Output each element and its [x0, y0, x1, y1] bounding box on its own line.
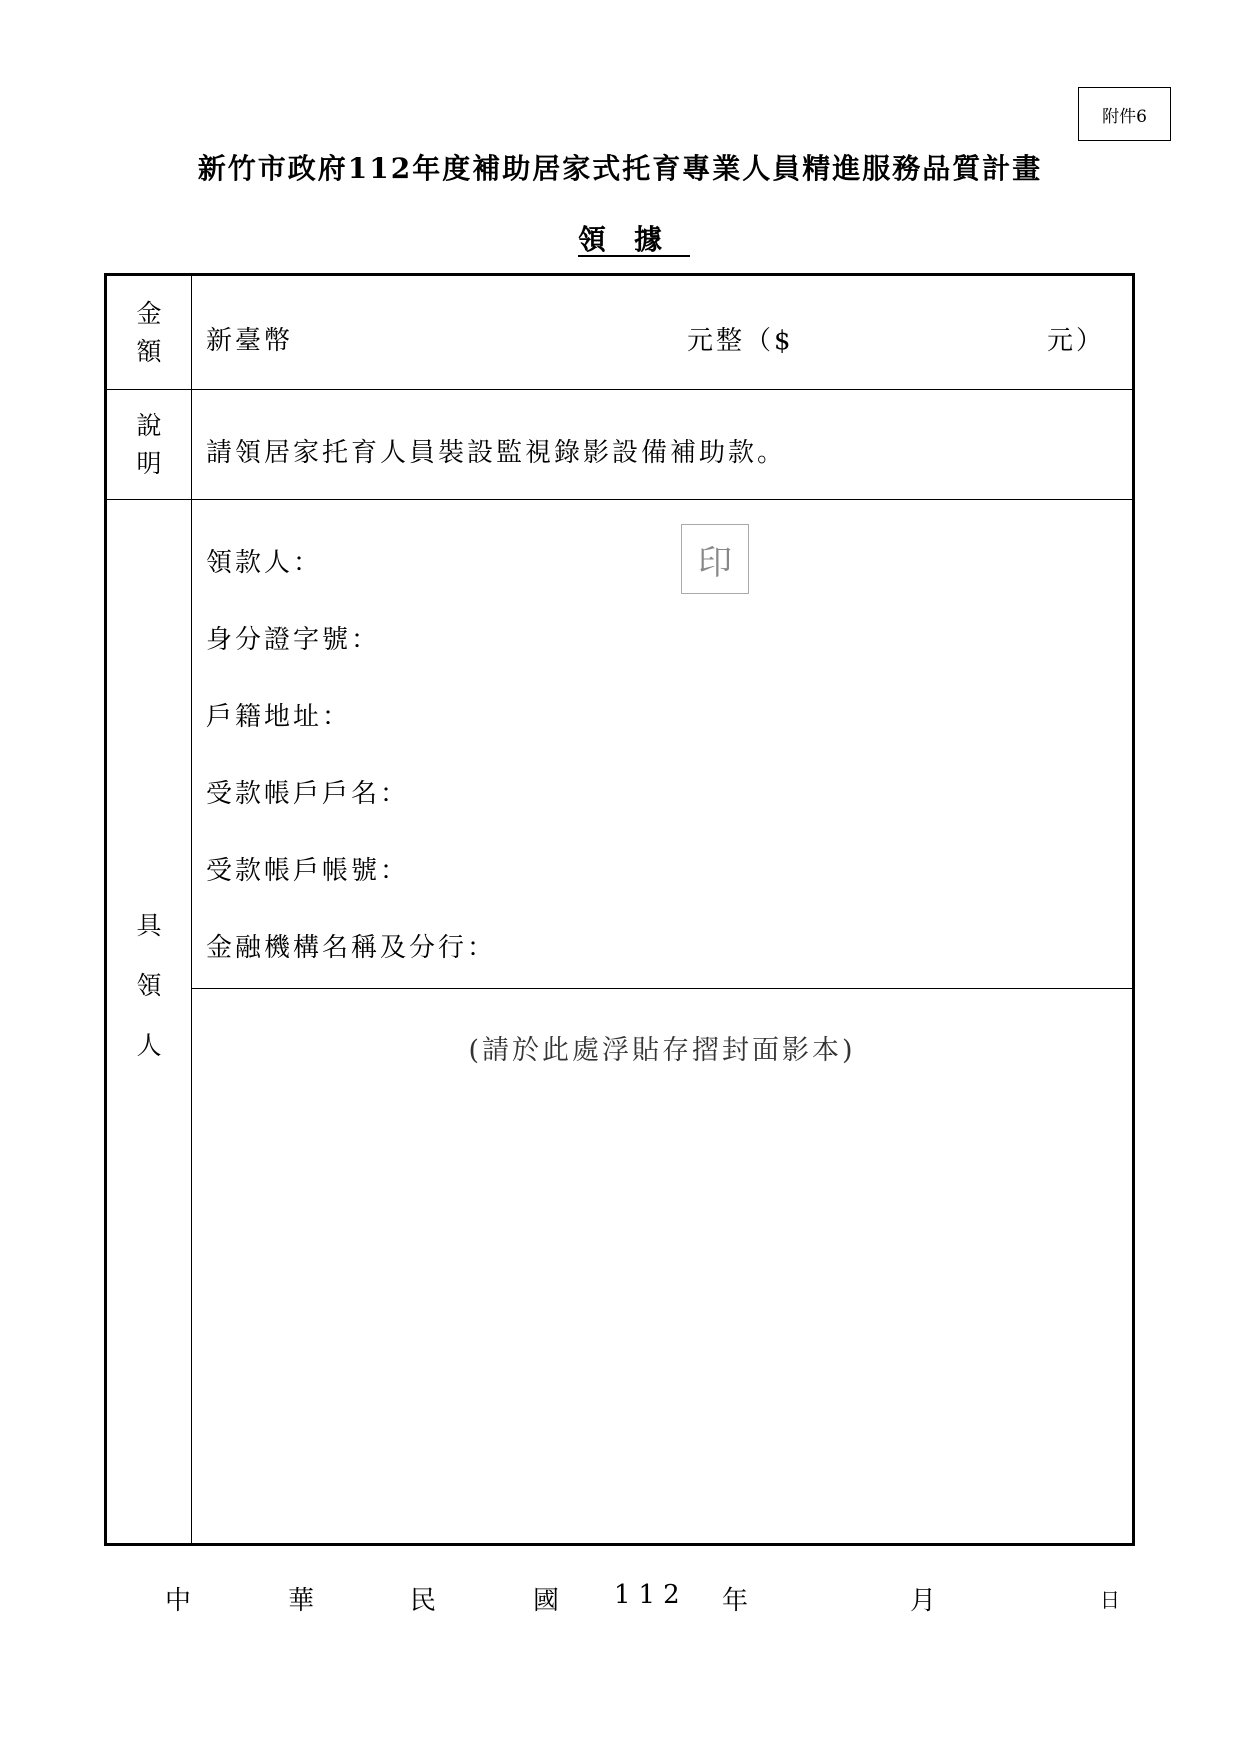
account-number-field-label: 受款帳戶帳號：	[206, 856, 410, 886]
payee-field-label: 領款人：	[206, 548, 323, 578]
bank-field-label: 金融機構名稱及分行：	[206, 933, 497, 963]
amount-label-char-2: 額	[136, 336, 162, 366]
passbook-paste-note: (請於此處浮貼存摺封面影本)	[468, 1035, 856, 1066]
date-char-3: 民	[410, 1586, 437, 1616]
date-day-label: 日	[1100, 1588, 1120, 1612]
recipient-label-char-2: 領	[136, 971, 162, 1000]
label-column-divider	[191, 276, 192, 1543]
description-label-char-2: 明	[136, 448, 162, 478]
address-field-label: 戶籍地址：	[206, 702, 352, 732]
yuan-full-label: 元整（$	[687, 326, 794, 356]
amount-label	[107, 276, 191, 389]
description-label	[107, 390, 191, 499]
account-name-field-label: 受款帳戶戶名：	[206, 779, 410, 809]
date-row	[0, 1580, 1240, 1620]
date-char-1: 中	[165, 1586, 192, 1616]
row-divider-amount	[107, 389, 1132, 390]
amount-label-char-1: 金	[136, 299, 162, 328]
yuan-close-label: 元）	[1047, 326, 1106, 356]
row-divider-passbook	[192, 988, 1132, 989]
description-label-char-1: 說	[136, 411, 162, 440]
date-year-label: 年	[722, 1586, 749, 1616]
document-subtitle	[0, 218, 1240, 258]
subtitle-text: 領據	[577, 223, 690, 256]
recipient-label-char-3: 人	[136, 1031, 162, 1060]
description-text: 請領居家托育人員裝設監視錄影設備補助款。	[206, 438, 787, 468]
id-number-field-label: 身分證字號：	[206, 625, 381, 655]
receipt-form	[104, 273, 1135, 1546]
recipient-label-char-1: 具	[136, 911, 162, 940]
date-char-4: 國	[533, 1586, 560, 1616]
date-year: 112	[614, 1580, 688, 1610]
seal-placeholder: 印	[681, 524, 749, 594]
attachment-label: 附件6	[1078, 87, 1171, 141]
date-char-2: 華	[288, 1586, 315, 1616]
recipient-label	[107, 911, 191, 1060]
row-divider-description	[107, 499, 1132, 500]
date-month-label: 月	[910, 1586, 937, 1616]
currency-label: 新臺幣	[206, 326, 294, 356]
document-title: 新竹市政府112年度補助居家式托育專業人員精進服務品質計畫	[197, 152, 1043, 185]
